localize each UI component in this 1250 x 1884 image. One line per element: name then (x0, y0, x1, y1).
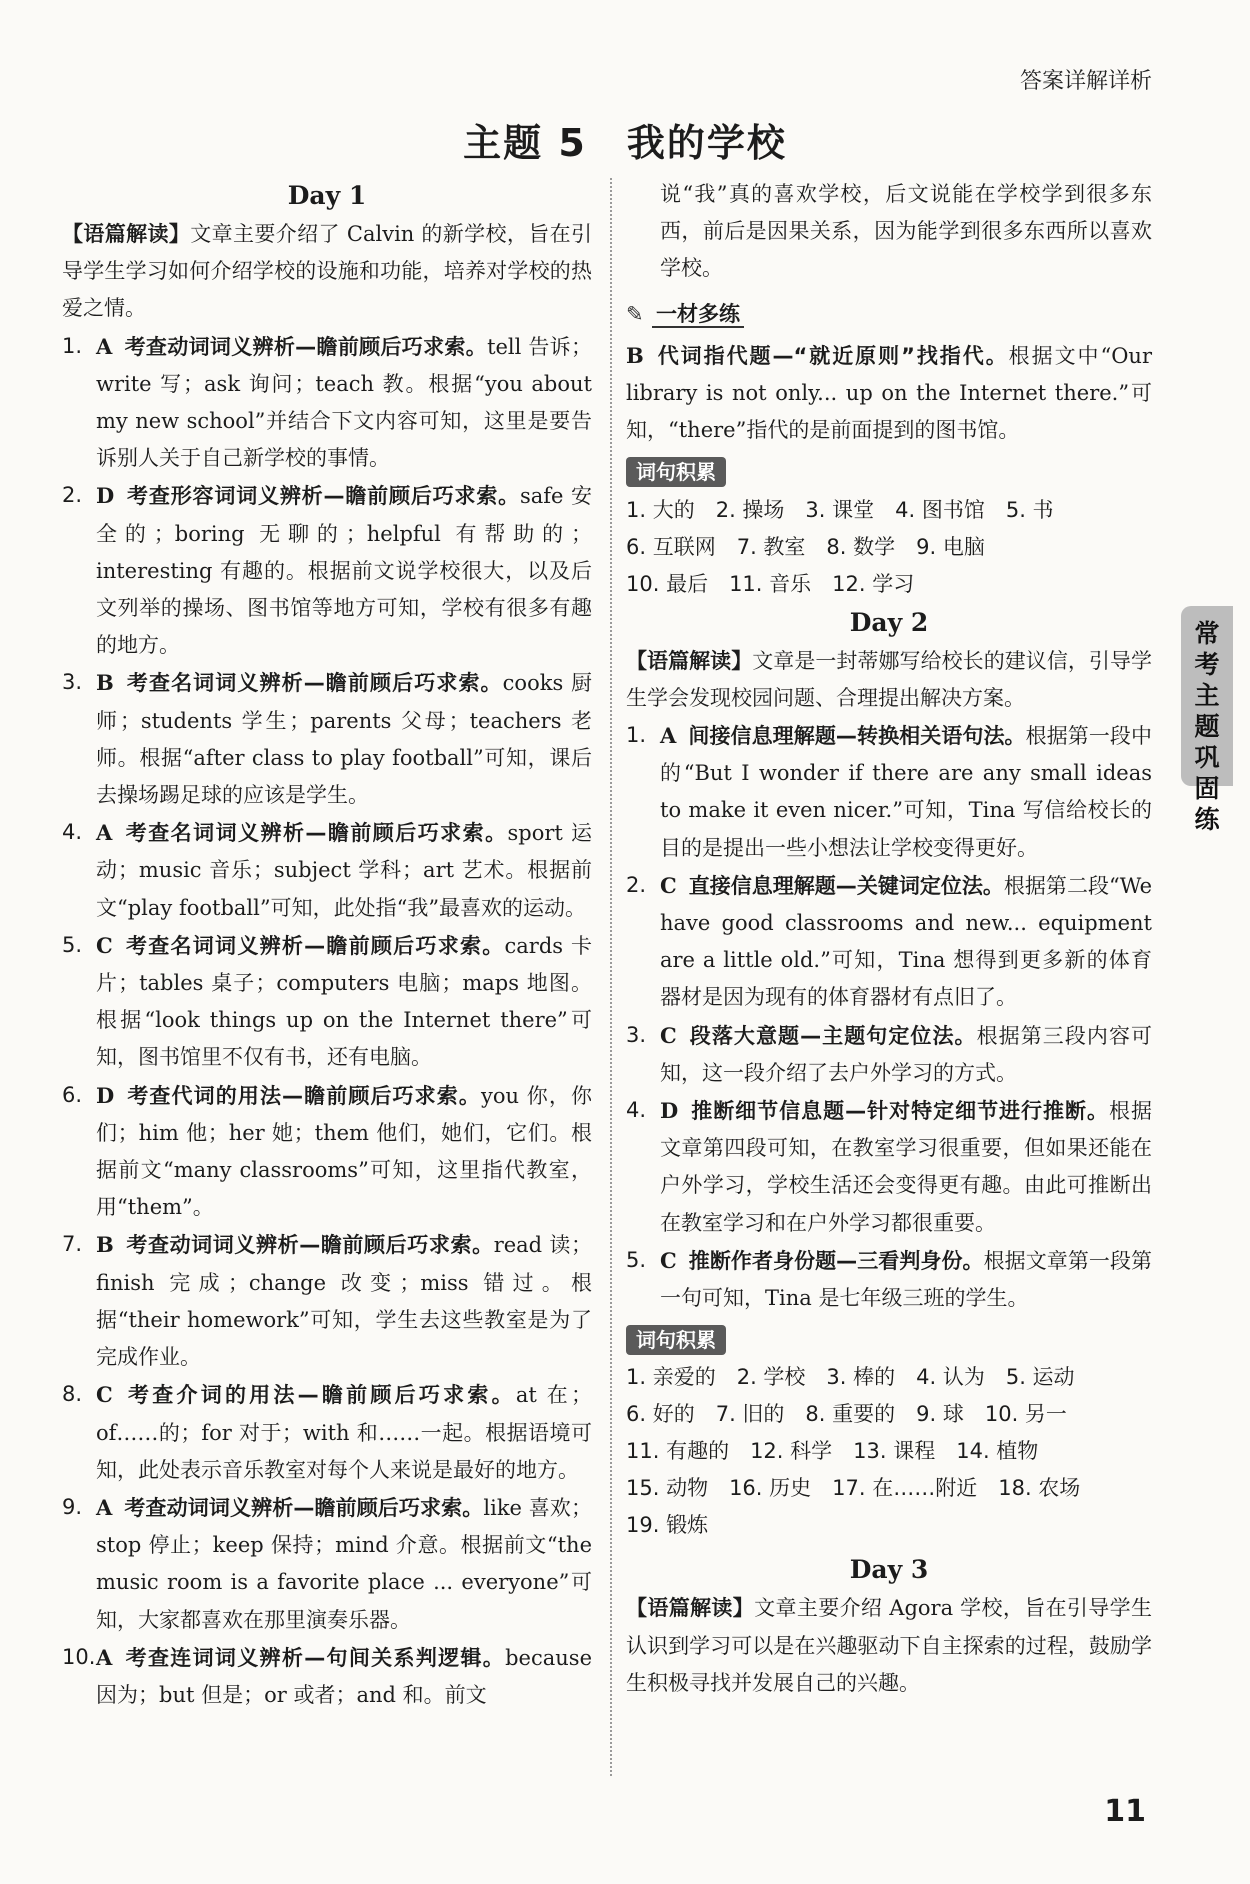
answer-item (62, 1639, 592, 1714)
section-side-tab (1181, 606, 1233, 834)
answer-item (62, 1376, 592, 1489)
item-number: 3. (626, 1022, 647, 1047)
answer-letter: B (626, 342, 644, 368)
vocab-line: 1. 大的 2. 操场 3. 课堂 4. 图书馆 5. 书 (626, 497, 1054, 522)
answer-explanation: cards 卡片；tables 桌子；computers 电脑；maps 地图。根据“look things up on the Internet there”可知，图书馆里不仅有书，还有电脑。 (96, 933, 592, 1070)
practice-answer (626, 337, 1152, 450)
vocab-tag: 词句积累 (626, 457, 726, 487)
item-number: 2. (626, 872, 647, 897)
item-number: 9. (62, 1494, 83, 1519)
answer-letter: A (660, 723, 677, 749)
page-title: 主题 5 我的学校 (463, 121, 787, 165)
practice-section-heading (626, 296, 1152, 333)
page-header: 答案详解详析 (1019, 69, 1152, 94)
question-type: 考查介词的用法—瞻前顾后巧求索。 (124, 1383, 516, 1408)
item-number: 4. (626, 1098, 647, 1123)
answer-explanation: you 你，你们；him 他；her 她；them 他们，她们，它们。根据前文“many classrooms”可知，这里指代教室，用“them”。 (96, 1083, 593, 1220)
side-tab-char: 常 (1194, 619, 1220, 648)
question-type: 考查名词词义辨析—瞻前顾后巧求索。 (124, 933, 505, 958)
answer-letter: C (96, 932, 113, 958)
question-type: 考查动词词义辨析—瞻前顾后巧求索。 (125, 1233, 494, 1258)
day-heading: Day 2 (849, 607, 929, 637)
answer-type: 代词指代题—“就近原则”找指代。 (655, 343, 1009, 368)
answer-explanation: read 读；finish 完成；change 改变；miss 错过。根据“their homework”可知，学生去这些教室是为了完成作业。 (96, 1233, 593, 1370)
vocab-line: 6. 互联网 7. 教室 8. 数学 9. 电脑 (626, 534, 985, 559)
answer-list (62, 328, 592, 1715)
question-type: 考查形容词词义辨析—瞻前顾后巧求索。 (126, 484, 520, 509)
question-type: 考查动词词义辨析—瞻前顾后巧求索。 (124, 1495, 484, 1520)
answer-item (62, 328, 592, 478)
answer-item (626, 1242, 1152, 1317)
side-tab-label (1181, 618, 1233, 835)
item-number: 5. (626, 1247, 647, 1272)
answer-explanation: 根据文章第四段可知，在教室学习很重要，但如果还能在户外学习，学校生活还会变得更有趣。由此可推断出在教室学习和在户外学习都很重要。 (660, 1099, 1153, 1235)
answer-explanation: sport 运动；music 音乐；subject 学科；art 艺术。根据前文“play football”可知，此处指“我”最喜欢的运动。 (96, 821, 593, 920)
side-tab-char: 固 (1194, 774, 1220, 803)
answer-letter: C (660, 1247, 677, 1273)
answer-item (62, 927, 592, 1077)
answer-item (626, 867, 1152, 1017)
vocab-tag: 词句积累 (626, 1325, 726, 1355)
side-tab-char: 题 (1194, 712, 1220, 741)
answer-explanation: like 喜欢；stop 停止；keep 保持；mind 介意。根据前文“the music room is a favorite place ... everyone”可知，大家都喜欢在那里演奏乐器。 (96, 1495, 592, 1632)
vocab-line: 6. 好的 7. 旧的 8. 重要的 9. 球 10. 另一 (626, 1402, 1067, 1427)
continued-explanation: 说“我”真的喜欢学校，后文说能在学校学到很多东西，前后是因果关系，因为能学到很多东西所以喜欢学校。 (660, 182, 1152, 281)
answer-item (62, 477, 592, 664)
item-number: 6. (62, 1082, 83, 1107)
answer-item (62, 814, 592, 927)
answer-explanation: 根据文章第一段第一句可知，Tina 是七年级三班的学生。 (660, 1248, 1153, 1311)
answer-letter: C (660, 872, 677, 898)
answer-item (62, 1489, 592, 1639)
left-column (62, 176, 592, 1714)
item-number: 3. (62, 670, 83, 695)
answer-explanation: cooks 厨师；students 学生；parents 父母；teachers 老师。根据“after class to play football”可知，课后去操场踢足球的应该是学生。 (96, 671, 593, 808)
vocab-line: 10. 最后 11. 音乐 12. 学习 (626, 571, 915, 596)
side-tab-char: 练 (1194, 805, 1220, 834)
answer-letter: A (96, 333, 113, 359)
answer-explanation: safe 安全的；boring 无聊的；helpful 有帮助的；interesting 有趣的。根据前文说学校很大，以及后文列举的操场、图书馆等地方可知，学校有很多有趣的地方。 (96, 484, 592, 658)
question-type: 推断细节信息题—针对特定细节进行推断。 (690, 1099, 1110, 1124)
column-divider (610, 178, 612, 1776)
side-tab-char: 考 (1194, 650, 1220, 679)
question-type: 考查代词的用法—瞻前顾后巧求索。 (126, 1083, 481, 1108)
answer-explanation: tell 告诉；write 写；ask 询问；teach 教。根据“you about my new school”并结合下文内容可知，这里是要告诉别人关于自己新学校的事情。 (96, 334, 592, 471)
day-heading: Day 3 (849, 1555, 929, 1585)
question-type: 考查连词词义辨析—句间关系判逻辑。 (124, 1645, 506, 1670)
answer-item (626, 1017, 1152, 1092)
question-type: 考查名词词义辨析—瞻前顾后巧求索。 (124, 821, 508, 846)
answer-explanation: 根据第一段中的“But I wonder if there are any small ideas to make it even nicer.”可知，Tina 写信给校长的目的是提出一些小想法让学校变得更好。 (660, 724, 1153, 860)
question-type: 直接信息理解题—关键词定位法。 (688, 873, 1004, 898)
question-type: 考查动词词义辨析—瞻前顾后巧求索。 (124, 334, 488, 359)
answer-letter: A (96, 1494, 113, 1520)
question-type: 考查名词词义辨析—瞻前顾后巧求索。 (125, 671, 503, 696)
intro-label: 【语篇解读】 (626, 1596, 755, 1621)
question-type: 推断作者身份题—三看判身份。 (688, 1248, 984, 1273)
passage-intro (626, 1590, 1152, 1702)
answer-letter: C (96, 1382, 113, 1408)
intro-text: 文章是一封蒂娜写给校长的建议信，引导学生学会发现校园问题、合理提出解决方案。 (626, 648, 1152, 710)
page-number: 11 (1104, 1794, 1146, 1829)
answer-explanation: 根据文中“Our library is not only... up on the Internet there.”可知，“there”指代的是前面提到的图书馆。 (626, 343, 1152, 443)
passage-intro (626, 643, 1152, 717)
item-number: 1. (62, 333, 83, 358)
item-number: 7. (62, 1232, 83, 1257)
answer-explanation: because 因为；but 但是；or 或者；and 和。前文 (96, 1645, 592, 1707)
intro-text: 文章主要介绍了 Calvin 的新学校，旨在引导学生学习如何介绍学校的设施和功能，培养对学校的热爱之情。 (62, 222, 592, 321)
intro-label: 【语篇解读】 (626, 648, 753, 673)
passage-intro (62, 216, 592, 328)
answer-list (626, 717, 1152, 1317)
side-tab-char: 主 (1194, 681, 1220, 710)
answer-letter: B (96, 670, 114, 696)
answer-item (62, 1226, 592, 1376)
intro-text: 文章主要介绍 Agora 学校，旨在引导学生认识到学习可以是在兴趣驱动下自主探索的过程，鼓励学生积极寻找并发展自己的兴趣。 (626, 1596, 1152, 1695)
answer-letter: D (96, 483, 115, 509)
answer-item (626, 1092, 1152, 1242)
item-number: 5. (62, 932, 83, 957)
answer-item (62, 664, 592, 814)
answer-letter: D (96, 1082, 115, 1108)
answer-item (626, 717, 1152, 867)
vocab-list (626, 492, 1152, 603)
answer-letter: D (660, 1098, 679, 1124)
vocab-list (626, 1359, 1152, 1544)
item-number: 4. (62, 820, 83, 845)
pen-icon: ✎ (626, 301, 644, 326)
answer-explanation: 根据第二段“We have good classrooms and new... equipment are a little old.”可知，Tina 想得到更多新的体育器材是因为现有的体育器材有点旧了。 (660, 873, 1152, 1010)
answer-letter: C (660, 1022, 677, 1048)
side-tab-char: 巩 (1194, 743, 1220, 772)
vocab-line: 19. 锻炼 (626, 1513, 709, 1538)
answer-letter: B (96, 1232, 114, 1258)
answer-explanation: at 在；of……的；for 对于；with 和……一起。根据语境可知，此处表示音乐教室对每个人来说是最好的地方。 (96, 1383, 592, 1482)
question-type: 段落大意题—主题句定位法。 (688, 1023, 977, 1048)
item-number: 10. (62, 1644, 96, 1669)
practice-label: 一材多练 (652, 302, 744, 328)
answer-letter: A (96, 1644, 113, 1670)
vocab-line: 15. 动物 16. 历史 17. 在……附近 18. 农场 (626, 1476, 1081, 1501)
day-heading: Day 1 (287, 181, 367, 210)
answer-item (62, 1077, 592, 1227)
intro-label: 【语篇解读】 (62, 222, 191, 246)
item-number: 2. (62, 483, 83, 508)
vocab-line: 11. 有趣的 12. 科学 13. 课程 14. 植物 (626, 1439, 1039, 1464)
answer-letter: A (96, 820, 113, 846)
question-type: 间接信息理解题—转换相关语句法。 (688, 724, 1026, 749)
answer-explanation: 根据第三段内容可知，这一段介绍了去户外学习的方式。 (660, 1023, 1153, 1085)
right-column (626, 176, 1152, 1702)
item-number: 8. (62, 1382, 83, 1407)
item-number: 1. (626, 723, 647, 748)
vocab-line: 1. 亲爱的 2. 学校 3. 棒的 4. 认为 5. 运动 (626, 1365, 1075, 1390)
